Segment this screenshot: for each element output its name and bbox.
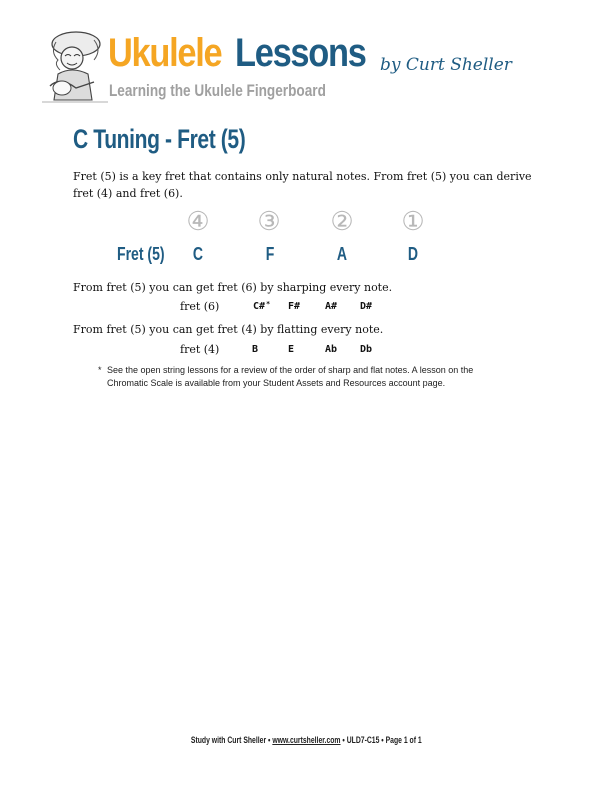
sharp-note-f: F# — [288, 301, 301, 312]
flat-note-b: B — [252, 344, 259, 355]
flat-note-ab: Ab — [325, 344, 338, 355]
fret-4-label: fret (4) — [180, 343, 220, 356]
footnote-marker: * — [98, 365, 102, 375]
footnote-text: See the open string lessons for a review of the order of sharp and flat notes. A lesson on the Chromatic Scale is available from your Student Assets and Resources account page. — [107, 365, 474, 388]
footer-line — [191, 736, 422, 746]
flat-note-e: E — [288, 344, 295, 355]
string-number-2: ② — [330, 207, 354, 237]
fret-6-label: fret (6) — [180, 300, 220, 313]
sharp-note-a: A# — [325, 301, 338, 312]
note-string-2: A — [336, 244, 348, 264]
note-string-4: C — [192, 244, 204, 264]
sharp-note-c-text: C# — [253, 301, 266, 312]
note-string-1: D — [407, 244, 419, 264]
brand-lessons: Lessons — [235, 31, 366, 75]
intro-paragraph: Fret (5) is a key fret that contains only natural notes. From fret (5) you can derive fret (4) and fret (6). — [73, 170, 532, 200]
string-number-4: ④ — [186, 207, 210, 237]
brand-tagline: Learning the Ukulele Fingerboard — [109, 81, 326, 100]
fret-label: Fret (5) — [117, 244, 165, 264]
page-title: C Tuning - Fret (5) — [73, 124, 246, 154]
footnote-reference: * — [266, 300, 271, 308]
sharp-note-d: D# — [360, 301, 373, 312]
sharp-paragraph: From fret (5) you can get fret (6) by sharping every note. — [73, 281, 393, 294]
string-number-3: ③ — [257, 207, 281, 237]
brand-byline: by Curt Sheller — [380, 55, 512, 75]
footer-prefix: Study with Curt Sheller • — [190, 735, 273, 746]
website-link[interactable]: www.curtsheller.com — [272, 735, 341, 746]
sharp-note-c — [253, 300, 270, 314]
footer-suffix: • ULD7-C15 • Page 1 of 1 — [340, 735, 422, 746]
cartoon-ukulele-player-icon — [42, 24, 108, 104]
brand-ukulele: Ukulele — [108, 31, 222, 75]
flat-note-db: Db — [360, 344, 373, 355]
note-string-3: F — [265, 244, 275, 264]
flat-paragraph: From fret (5) you can get fret (4) by flatting every note. — [73, 323, 384, 336]
page-footer — [0, 736, 612, 746]
string-number-1: ① — [401, 207, 425, 237]
